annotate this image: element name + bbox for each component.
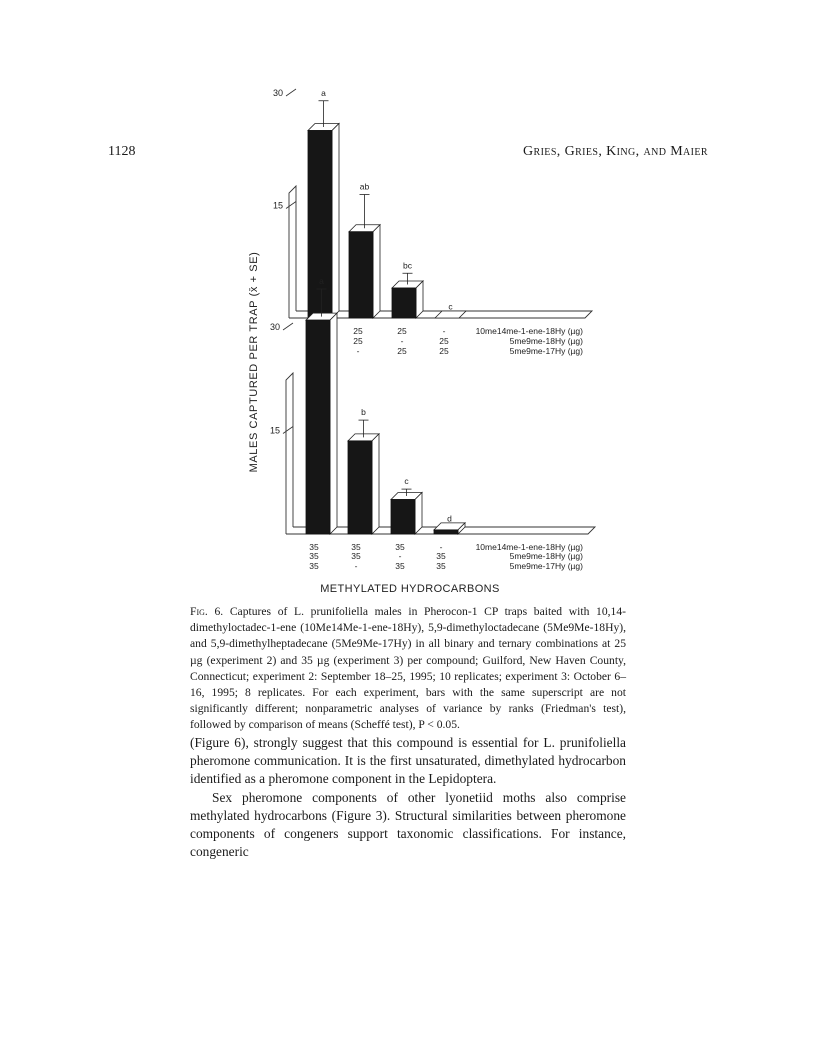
panel-2-bar-front [348,441,372,534]
panel-2-dose-value: 35 [395,561,405,571]
panel-2-y-tick-label: 30 [269,322,280,332]
panel-2-dose-value: 35 [309,561,319,571]
panel-2-dose-value: 35 [351,542,361,552]
body-text [190,734,626,861]
panel-2-significance-letter: b [361,407,366,418]
page-number: 1128 [108,144,136,159]
x-axis-label: METHYLATED HYDROCARBONS [320,583,500,595]
panel-2-treatment-label: 5me9me-18Hy (µg) [509,551,583,561]
panel-2-bar-side [372,434,379,534]
panel-1-dose-value: 25 [439,346,449,356]
panel-2-significance-letter: a [319,276,324,286]
caption-text: Captures of L. prunifoliella males in Pherocon-1 CP traps baited with 10,14-dimethyloctadec-1-ene (10Me14Me-1-ene-18Hy), 5,9-dimethyloctadecane (5Me9Me-18Hy), and 5,9-dimethylheptadecane (5Me9Me-17Hy) in all binary and ternary combinations at 25 µg (experiment 2) and 35 µg (experiment 3) per compound; Guilford, New Haven County, Connecticut; experiment 2: September 18–25, 1995; 10 replicates; experiment 3: October 6–16, 1995; 8 replicates. For each experiment, bars with the same superscript are not significantly different; nonparametric analyses of variance by ranks (Friedman's test), followed by comparison of means (Scheffé test), P < 0.05. [190,605,626,732]
panel-1-y-tick-label: 30 [272,88,283,98]
panel-2-dose-value: 35 [436,561,446,571]
panel-1-bar [435,311,466,318]
panel-1-bar-side [332,124,339,319]
panel-2-bar [434,523,465,534]
panel-2-dose-value: 35 [309,542,319,552]
panel-1-dose-value: 25 [397,326,407,336]
panel-2-dose-value: 35 [309,551,319,561]
panel-2-bar [306,313,337,534]
panel-1-significance-letter: ab [359,181,370,192]
panel-1-bar-side [373,225,380,318]
panel-1-bar-front [349,232,373,318]
panel-2-significance-letter: c [404,476,409,487]
panel-1-bar [349,225,380,318]
panel-1-significance-letter: a [321,87,326,98]
panel-2-dose-value: 35 [395,542,405,552]
panel-2-dose-value: - [398,551,402,561]
panel-1-treatment-label: 5me9me-18Hy (µg) [509,336,583,346]
panel-1-treatment-label: 10me14me-1-ene-18Hy (µg) [475,326,583,336]
panel-1-bar-front [392,288,416,318]
panel-1-y-tick [286,202,296,209]
panel-2-y-tick-label: 15 [269,425,280,436]
panel-2-dose-value: 35 [351,551,361,561]
panel-2-bar-side [415,493,422,535]
panel-1-dose-value: - [400,336,404,346]
panel-2-bar [348,434,379,534]
panel-2-bar-side [330,313,337,534]
body-paragraph-2: Sex pheromone components of other lyonetiid moths also comprise methylated hydrocarbons (Figure 3). Structural similarities between pheromone components of congeners support taxonomic classifications. For instance, congeneric [190,789,626,860]
panel-1-treatment-label: 5me9me-17Hy (µg) [509,346,583,356]
panel-2-dose-value: - [354,561,358,571]
panel-1-bar [392,281,423,318]
panel-1-dose-value: - [356,346,360,356]
panel-1-dose-value: 25 [353,336,363,346]
panel-1-y-tick-label: 15 [272,200,283,211]
y-axis-label: MALES CAPTURED PER TRAP (x̄ + SE) [248,251,260,473]
panel-1-dose-value: - [442,326,446,336]
running-head-authors: Gries, Gries, King, and Maier [523,144,708,159]
panel-2-y-axis [286,373,293,534]
panel-2-significance-letter: d [447,513,452,524]
panel-1-bar-side [416,281,423,318]
panel-2-dose-value: 35 [436,551,446,561]
panel-1-dose-value: 25 [439,336,449,346]
panel-1-y-tick [286,89,296,96]
panel-1-dose-value: 25 [397,346,407,356]
panel-2-bar [391,493,422,535]
panel-2-treatment-label: 10me14me-1-ene-18Hy (µg) [475,542,583,552]
panel-1-dose-value: 25 [353,326,363,336]
panel-1-significance-letter: bc [403,260,412,271]
figure-caption [190,604,626,734]
panel-1-bar-front [308,131,332,319]
panel-2-bar-front [306,320,330,534]
panel-2-treatment-label: 5me9me-17Hy (µg) [509,561,583,571]
panel-1-significance-letter: c [448,301,453,312]
panel-2-bar-front [391,500,415,535]
body-paragraph-1: (Figure 6), strongly suggest that this compound is essential for L. prunifoliella pheromone communication. It is the first unsaturated, dimethylated hydrocarbon identified as a pheromone component in the Lepidoptera. [190,735,626,787]
caption-label: Fig. 6. [190,605,224,618]
panel-1-bar-empty [435,311,466,318]
panel-2-y-tick [283,323,293,330]
panel-2-y-tick [283,427,293,434]
panel-2-dose-value: - [439,542,443,552]
panel-2-bar-front [434,530,458,534]
